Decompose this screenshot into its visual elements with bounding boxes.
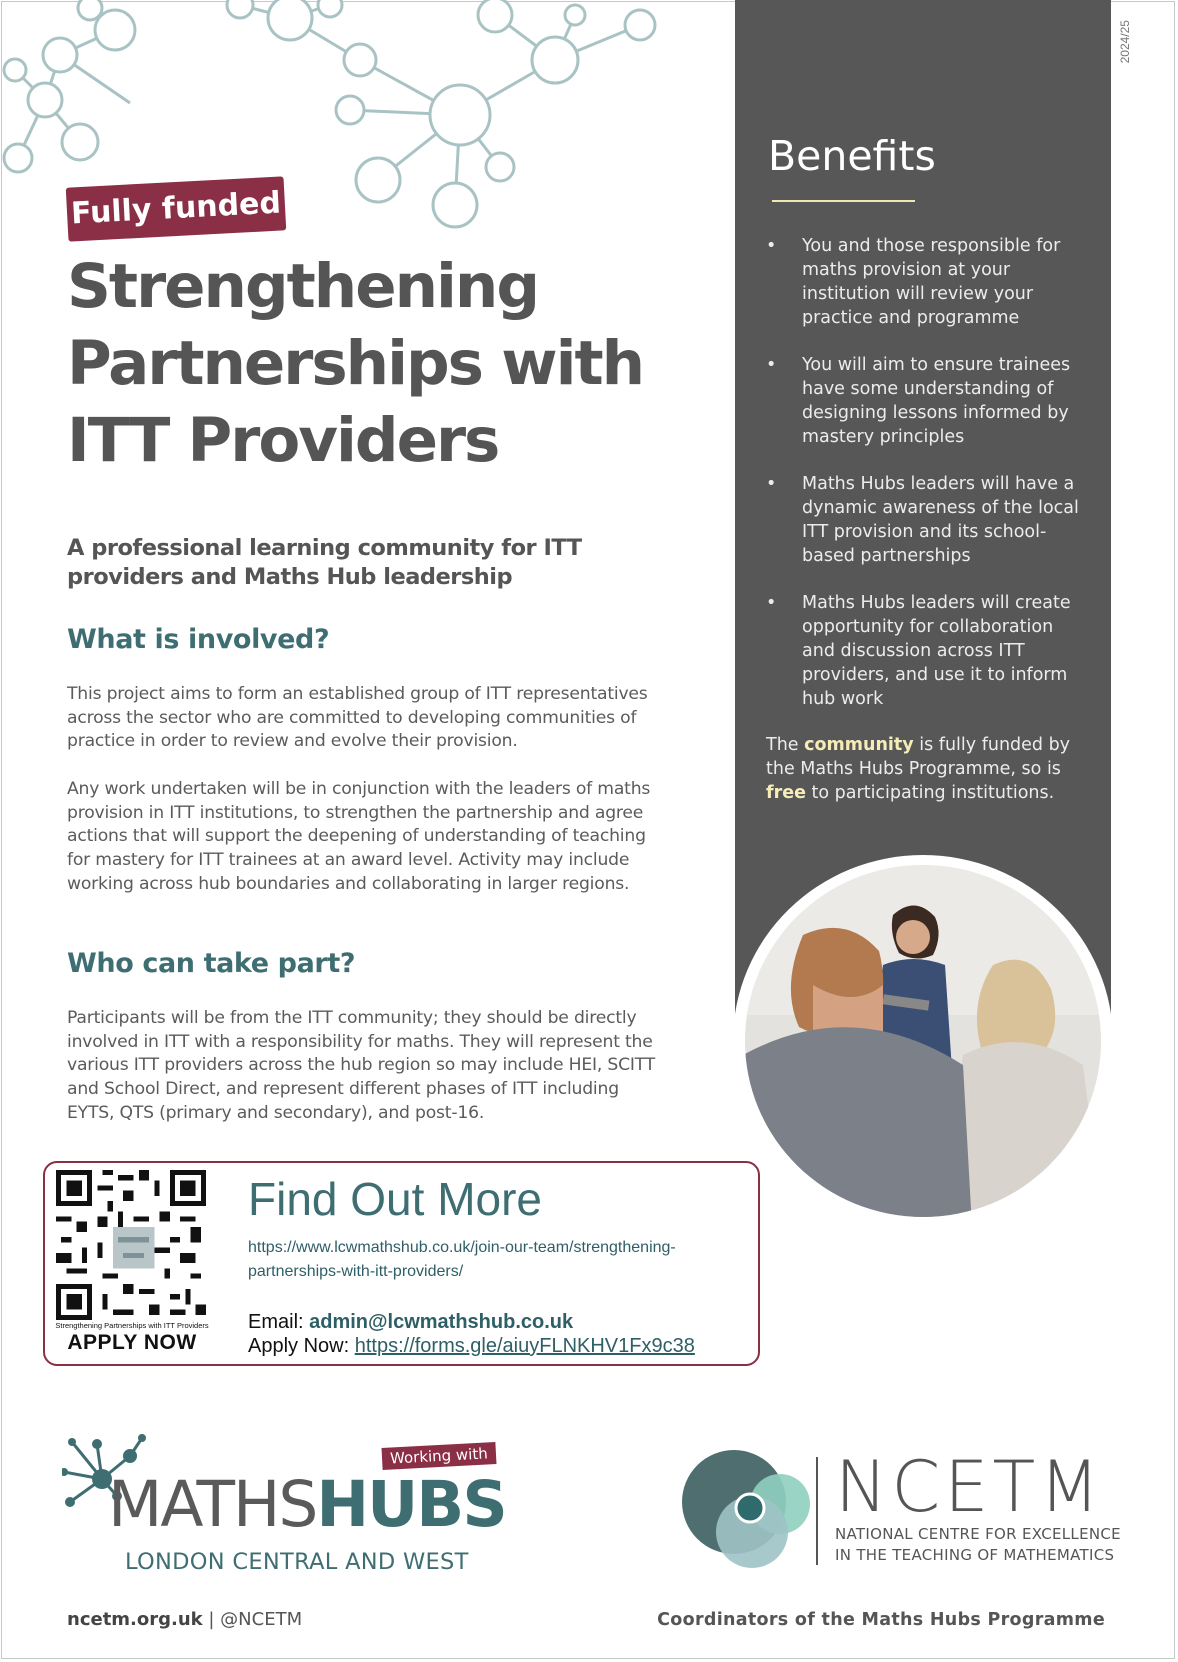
page-subtitle: A professional learning community for ITT providers and Maths Hub leadership xyxy=(67,535,582,590)
who-paragraph: Participants will be from the ITT community; they should be directly involved in ITT with a responsibility for maths. They will represent the various ITT providers across the hub region so may include HEI, SCITT and School Direct, and represent different phases of ITT including EYTS, QTS (primary and secondary), and post-16. xyxy=(67,1008,656,1123)
qr-code[interactable] xyxy=(56,1170,206,1320)
section-heading-who: Who can take part? xyxy=(67,948,356,979)
benefit-item: • You will aim to ensure trainees have some understanding of designing lessons informed by mastery principles xyxy=(764,353,1086,449)
benefits-title: Benefits xyxy=(768,132,936,180)
ncetm-logo-mark xyxy=(682,1450,812,1568)
qr-caption: Strengthening Partnerships with ITT Providers xyxy=(55,1321,209,1330)
involved-paragraph-2: Any work undertaken will be in conjunction with the leaders of maths provision in ITT institutions, to strengthen the partnership and agree actions that will support the deepening of understanding of teaching for mastery for ITT trainees at an award level. Activity may include working across hub boundaries and collaborating in larger regions. xyxy=(67,779,651,894)
benefits-underline xyxy=(772,200,915,202)
apply-line xyxy=(248,1335,695,1358)
ncetm-tagline-1: NATIONAL CENTRE FOR EXCELLENCE xyxy=(835,1525,1121,1543)
apply-link[interactable]: https://forms.gle/aiuyFLNKHV1Fx9c38 xyxy=(354,1335,695,1357)
footer-separator: | xyxy=(202,1609,221,1630)
funding-note-highlight: community xyxy=(804,735,914,755)
section-heading-involved: What is involved? xyxy=(67,624,330,655)
benefit-item: • Maths Hubs leaders will create opportunity for collaboration and discussion across ITT providers, and use it to inform hub work xyxy=(764,591,1086,711)
footer-site-link[interactable]: ncetm.org.uk xyxy=(67,1609,203,1630)
maths-hubs-region: LONDON CENTRAL AND WEST xyxy=(125,1549,469,1575)
footer-social-handle[interactable]: @NCETM xyxy=(220,1609,303,1630)
ncetm-tagline-2: IN THE TEACHING OF MATHEMATICS xyxy=(835,1546,1115,1564)
find-out-more-title: Find Out More xyxy=(248,1173,542,1225)
footer-links xyxy=(67,1609,302,1630)
email-line xyxy=(248,1311,573,1334)
ncetm-divider xyxy=(816,1457,818,1565)
benefit-item: • Maths Hubs leaders will have a dynamic awareness of the local ITT provision and its school-based partnerships xyxy=(764,472,1086,568)
email-link[interactable]: admin@lcwmathshub.co.uk xyxy=(309,1311,574,1333)
funding-note xyxy=(766,733,1086,805)
fully-funded-badge: Fully funded xyxy=(66,176,287,241)
apply-label: Apply Now: xyxy=(248,1335,355,1357)
footer-coordinators: Coordinators of the Maths Hubs Programme xyxy=(657,1610,1105,1630)
page-title: Strengthening Partnerships with ITT Providers xyxy=(67,251,644,476)
working-with-tag: Working with xyxy=(382,1442,497,1470)
ncetm-wordmark: NCETM xyxy=(835,1446,1104,1528)
funding-note-text: The xyxy=(766,735,805,755)
funding-note-highlight: free xyxy=(766,783,806,803)
hub-page-link[interactable]: https://www.lcwmathshub.co.uk/join-our-team/strengthening-partnerships-with-itt-providers/ xyxy=(248,1239,676,1280)
email-label: Email: xyxy=(248,1311,310,1333)
involved-paragraph-1: This project aims to form an established group of ITT representatives across the sector who are committed to developing communities of practice in order to review and evolve their provision. xyxy=(67,684,648,752)
benefits-list xyxy=(764,234,1086,734)
maths-hubs-logo-maths: MATHS xyxy=(108,1468,317,1541)
funding-note-text: is fully funded by the Maths Hubs Programme, so is xyxy=(766,735,1071,779)
year-tag: 2024/25 xyxy=(1118,20,1132,64)
qr-apply-now-label: APPLY NOW xyxy=(67,1331,197,1354)
benefit-item: • You and those responsible for maths provision at your institution will review your practice and programme xyxy=(764,234,1086,330)
maths-hubs-logo-hubs: HUBS xyxy=(316,1468,506,1541)
funding-note-text: to participating institutions. xyxy=(805,783,1055,803)
maths-hubs-logo-text xyxy=(108,1468,506,1541)
classroom-photo xyxy=(733,855,1113,1227)
